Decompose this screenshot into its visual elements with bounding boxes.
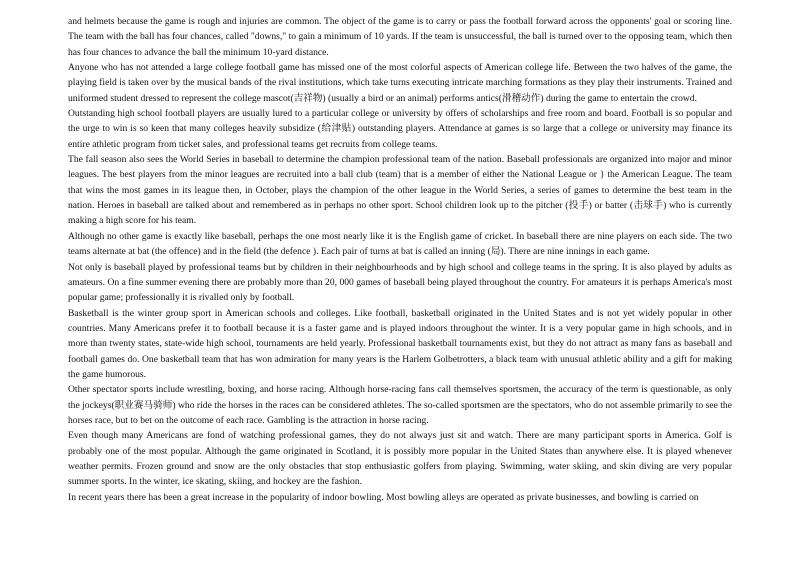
paragraph-world-series: The fall season also sees the World Series in baseball to determine the champion professional team of the nation. Baseball professionals are organized into major and minor leagues. The best players from the minor leagues are recruited into a ball club (team) that is a member of either the National League or } the American League. The team that wins the most games in its league then, in October, plays the champion of the other league in the World Series, a series of games to determine the best team in the nation. Heroes in baseball are talked about and remembered as in perhaps no other sport. School children look up to the pitcher (投手) or batter (击球手) who is currently making a high score for his team. (68, 154, 732, 227)
paragraph-high-school-players: Outstanding high school football players are usually lured to a particular college or university by offers of scholarships and free room and board. Football is so popular and the urge to win is so keen that many colleges heavily subsidize (给津贴) outstanding players. Attendance at games is so large that a college or university may finance its entire athletic program from ticket sales, and professional teams get recruits from college teams. (68, 108, 732, 150)
paragraph-basketball: Basketball is the winter group sport in American schools and colleges. Like football, basketball originated in the United States and is not yet widely popular in other countries. Many Americans prefer it to football because it is a faster game and is played indoors throughout the winter. It is a very popular game in high schools, and in more than twenty states, state-wide high school, tournaments are held yearly. Professional basketball tournaments exist, but they do not attract as many fans as baseball and football games do. One basketball team that has won admiration for many years is the Harlem Golbetrotters, a black team with unusual athletic ability and a gift for making the game humorous. (68, 307, 732, 380)
paragraph-football-rules: and helmets because the game is rough and injuries are common. The object of the game is to carry or pass the football forward across the opponents' goal or scoring line. The team with the ball has four chances, called "downs," to gain a minimum of 10 yards. If the team is unsuccessful, the ball is turned over to the opposing team, which then has four chances to advance the ball the minimum 10-yard distance. (68, 16, 732, 58)
paragraph-bowling: In recent years there has been a great increase in the popularity of indoor bowling. Most bowling alleys are operated as private businesses, and bowling is carried on (68, 491, 699, 503)
paragraph-cricket: Although no other game is exactly like baseball, perhaps the one most nearly like it is the English game of cricket. In baseball there are nine players on each side. The two teams alternate at bat (the offence) and in the field (the defence ). Each pair of turns at bat is called an inning (局). There are nine innings in each game. (68, 230, 732, 258)
paragraph-amateur-baseball: Not only is baseball played by professional teams but by children in their neighbourhoods and by high school and college teams in the spring. It is also played by adults as amateurs. On a fine summer evening there are probably more than 20, 000 games of baseball being played throughout the country. For amateurs it is perhaps America's most popular game; professionally it is rivalled only by football. (68, 261, 732, 304)
paragraph-college-football: Anyone who has not attended a large college football game has missed one of the most colorful aspects of American college life. Between the two halves of the game, the playing field is taken over by the musical bands of the rival institutions, which take turns executing intricate marching formations as they play their instruments. Trained and uniformed student dressed to represent the college mascot(吉祥物) (usually a bird or an animal) performs antics(滑稽动作) during the game to entertain the crowd. (68, 62, 732, 104)
paragraph-participant-sports: Even though many Americans are fond of watching professional games, they do not always just sit and watch. There are many participant sports in America. Golf is probably one of the most popular. Although the game originated in Scotland, it is possibly more popular in the United States than anywhere else. It is played whenever weather permits. Frozen ground and snow are the only obstacles that stop enthusiastic golfers from playing. Swimming, water skiing, and skin diving are very popular summer sports. In the winter, ice skating, skiing, and hockey are the fashion. (68, 430, 732, 488)
document-page (68, 14, 732, 505)
paragraph-spectator-sports: Other spectator sports include wrestling, boxing, and horse racing. Although horse-racing fans call themselves sportsmen, the accuracy of the term is questionable, as only the jockeys(职业赛马骑师) who ride the horses in the races can be considered athletes. The so-called sportsmen are the spectators, who do not assemble primarily to see the horses race, but to bet on the outcome of each race. Gambling is the attraction in horse racing. (68, 384, 732, 426)
